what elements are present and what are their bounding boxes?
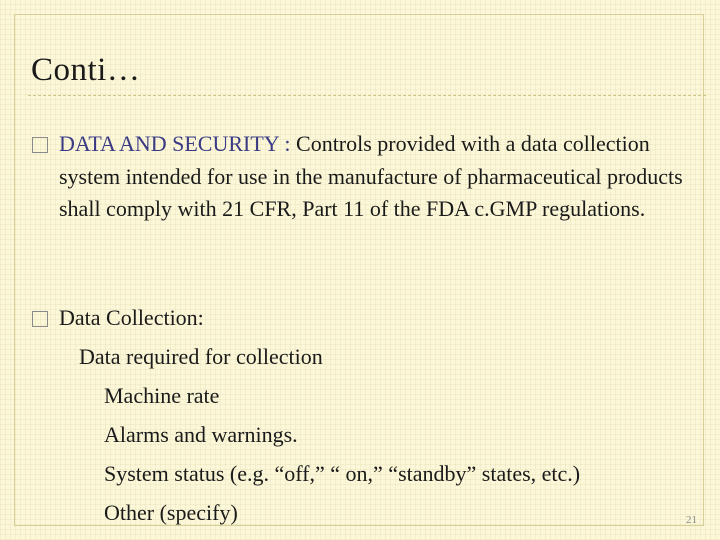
slide-title: Conti…	[31, 52, 141, 88]
bullet-text: Controls provided with a data collection system intended for use in the manufacture of pharmaceutical products shall comply with 21 CFR, Part 11 of the FDA c.GMP regulations.	[59, 131, 683, 221]
list-item: Other (specify)	[104, 500, 238, 525]
bullet-data-security	[59, 128, 699, 226]
bullet-heading: DATA AND SECURITY	[59, 131, 279, 156]
list-item: Alarms and warnings.	[104, 422, 298, 447]
title-underline	[28, 95, 706, 96]
bullet-marker-icon	[32, 137, 48, 153]
page-number: 21	[686, 514, 697, 526]
bullet-marker-icon	[32, 311, 48, 327]
list-item: System status (e.g. “off,” “ on,” “standby” states, etc.)	[104, 461, 581, 486]
bullet-separator: :	[278, 131, 297, 156]
bullet-data-collection: Data Collection:	[59, 305, 204, 330]
sub-heading: Data required for collection	[79, 344, 323, 369]
list-item: Machine rate	[104, 383, 220, 408]
